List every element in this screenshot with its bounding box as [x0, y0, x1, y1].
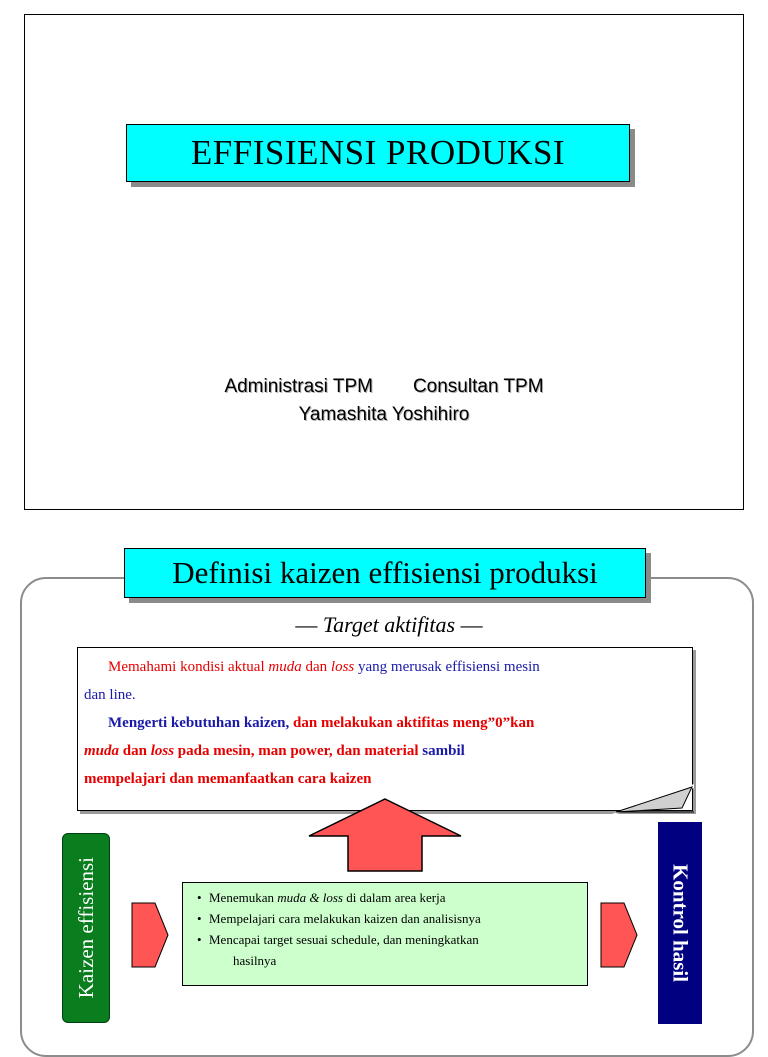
author-roles	[0, 373, 768, 401]
author-role-consultant: Consultan TPM	[412, 376, 544, 397]
kaizen-effisiensi-text: Kaizen effisiensi	[73, 857, 98, 999]
note-p1-dan: dan	[301, 659, 331, 675]
kontrol-hasil-label	[658, 822, 702, 1024]
bullet-3: Mencapai target sesuai schedule, dan meningkatkan	[209, 932, 479, 947]
note-p2-a: Mengerti kebutuhan kaizen,	[108, 715, 290, 731]
note-paragraph-2	[84, 709, 684, 737]
note-p2-dan: dan	[119, 743, 151, 759]
note-paragraph-1-cont	[84, 681, 684, 709]
slide1-title-banner	[126, 124, 630, 182]
title-slide	[24, 14, 744, 510]
note-paragraph-1	[84, 653, 684, 681]
note-p2-muda: muda	[84, 743, 120, 759]
note-p2-b: dan melakukan aktifitas meng”0”kan	[289, 715, 535, 731]
note-p2-loss: loss	[150, 743, 175, 759]
target-heading	[0, 612, 768, 638]
target-note-text	[84, 653, 684, 793]
note-paragraph-2-line3	[84, 765, 684, 793]
bullet-2: Mempelajari cara melakukan kaizen dan analisisnya	[209, 911, 481, 926]
list-item	[209, 908, 587, 929]
list-item	[209, 929, 587, 950]
list-item	[209, 887, 587, 908]
slide2-title-banner	[124, 548, 646, 598]
bullet-3-continuation: hasilnya	[233, 953, 277, 968]
author-name: Yamashita Yoshihiro	[298, 404, 470, 425]
slide1-title: EFFISIENSI PRODUKSI	[190, 133, 566, 172]
note-paragraph-2-line2	[84, 737, 684, 765]
activity-list-box	[182, 882, 588, 986]
note-p1-loss: loss	[330, 659, 355, 675]
bullet-1-post: di dalam area kerja	[342, 890, 446, 905]
target-note	[77, 647, 693, 811]
bullet-1-pre: Menemukan	[209, 890, 278, 905]
note-p2-f: pada mesin, man power, dan material	[174, 743, 423, 759]
author-role-admin: Administrasi TPM	[224, 376, 373, 397]
note-p2-sambil: sambil	[422, 743, 465, 759]
chevron-right-icon	[600, 902, 638, 968]
target-label: Target aktifitas	[322, 612, 456, 637]
note-p1-e: yang merusak effisiensi mesin	[354, 659, 540, 675]
chevron-right-icon	[131, 902, 169, 968]
kaizen-effisiensi-label	[62, 833, 110, 1023]
note-p1-muda: muda	[268, 659, 302, 675]
bullet-1-em: muda & loss	[277, 890, 343, 905]
note-p1-a: Memahami kondisi aktual	[108, 659, 269, 675]
up-arrow-icon	[308, 798, 462, 872]
page-curl-icon	[612, 784, 694, 814]
target-dash-left: —	[295, 612, 318, 637]
author-block	[0, 373, 768, 429]
activity-list	[209, 887, 587, 950]
kontrol-hasil-text: Kontrol hasil	[668, 863, 693, 983]
note-p2-h: mempelajari dan memanfaatkan cara kaizen	[84, 771, 372, 787]
note-p1-f: dan line.	[84, 687, 136, 703]
target-dash-right: —	[460, 612, 483, 637]
slide2-title: Definisi kaizen effisiensi produksi	[172, 555, 598, 590]
